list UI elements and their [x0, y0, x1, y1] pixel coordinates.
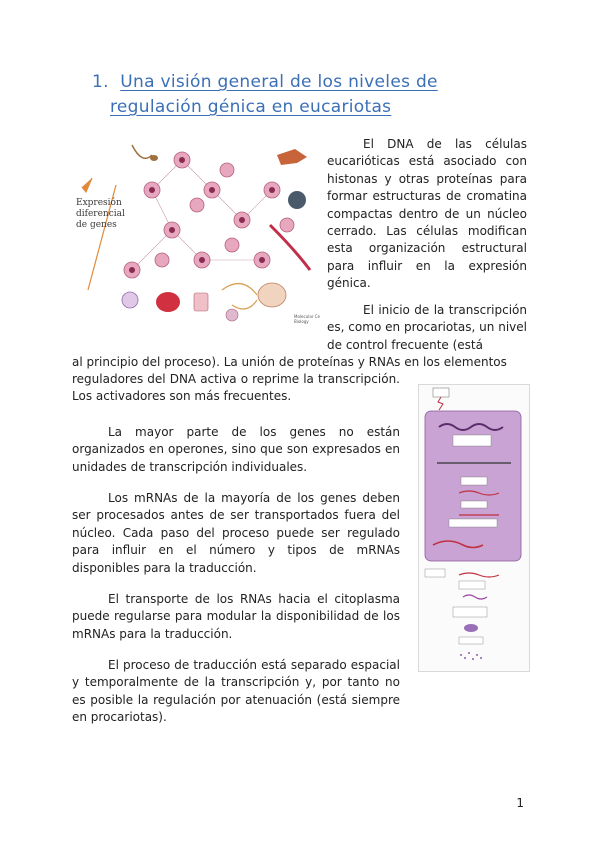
paragraph-2b-rest [72, 371, 400, 406]
paragraph-2b-first [72, 354, 527, 371]
differential-expression-figure [72, 130, 320, 330]
paragraph-1: El DNA de las células eucarióticas está asociado con histonas y otras proteínas para formar estructuras de cromatina compactas dentro de un núcleo cerrado. Las células modifican esta organización estructural para influir en la expresión génica. [327, 137, 527, 291]
page-number: 1 [516, 796, 524, 810]
heading-line-1: Una visión general de los niveles de [120, 72, 438, 92]
figure1-label: Expresión diferencial de genes [76, 198, 125, 230]
paragraph-4: Los mRNAs de la mayoría de los genes deben ser procesados antes de ser transportados fuera del núcleo. Cada paso del proceso puede ser regulado para influir en el número y tipos de mRNAs disponibles para la traducción. [72, 491, 400, 575]
section-heading [92, 70, 528, 120]
paragraph-6: El proceso de traducción está separado espacial y temporalmente de la transcripción y, por tanto no es posible la regulación por atenuación (está siempre en procariotas). [72, 658, 400, 725]
paragraph-2b-line-1: al principio del proceso). La unión de proteínas y RNAs en los elementos [72, 355, 507, 369]
heading-number: 1. [92, 72, 109, 92]
regulation-levels-figure [418, 384, 530, 672]
paragraph-2b-rest-text: reguladores del DNA activa o reprime la transcripción. Los activadores son más frecuentes. [72, 372, 400, 404]
paragraph-3: La mayor parte de los genes no están organizados en operones, sino que son expresados en unidades de transcripción individuales. [72, 425, 400, 474]
paragraph-2a: El inicio de la transcripción es, como en procariotas, un nivel de control frecuente (está [327, 303, 527, 352]
paragraph-5: El transporte de los RNAs hacia el citoplasma puede regularse para modular la disponibilidad de los mRNAs para la traducción. [72, 592, 400, 641]
svg-text:Molecular Cell: Molecular Cell [294, 314, 320, 319]
heading-line-2: regulación génica en eucariotas [110, 97, 392, 117]
svg-text:Biology: Biology [294, 319, 309, 324]
